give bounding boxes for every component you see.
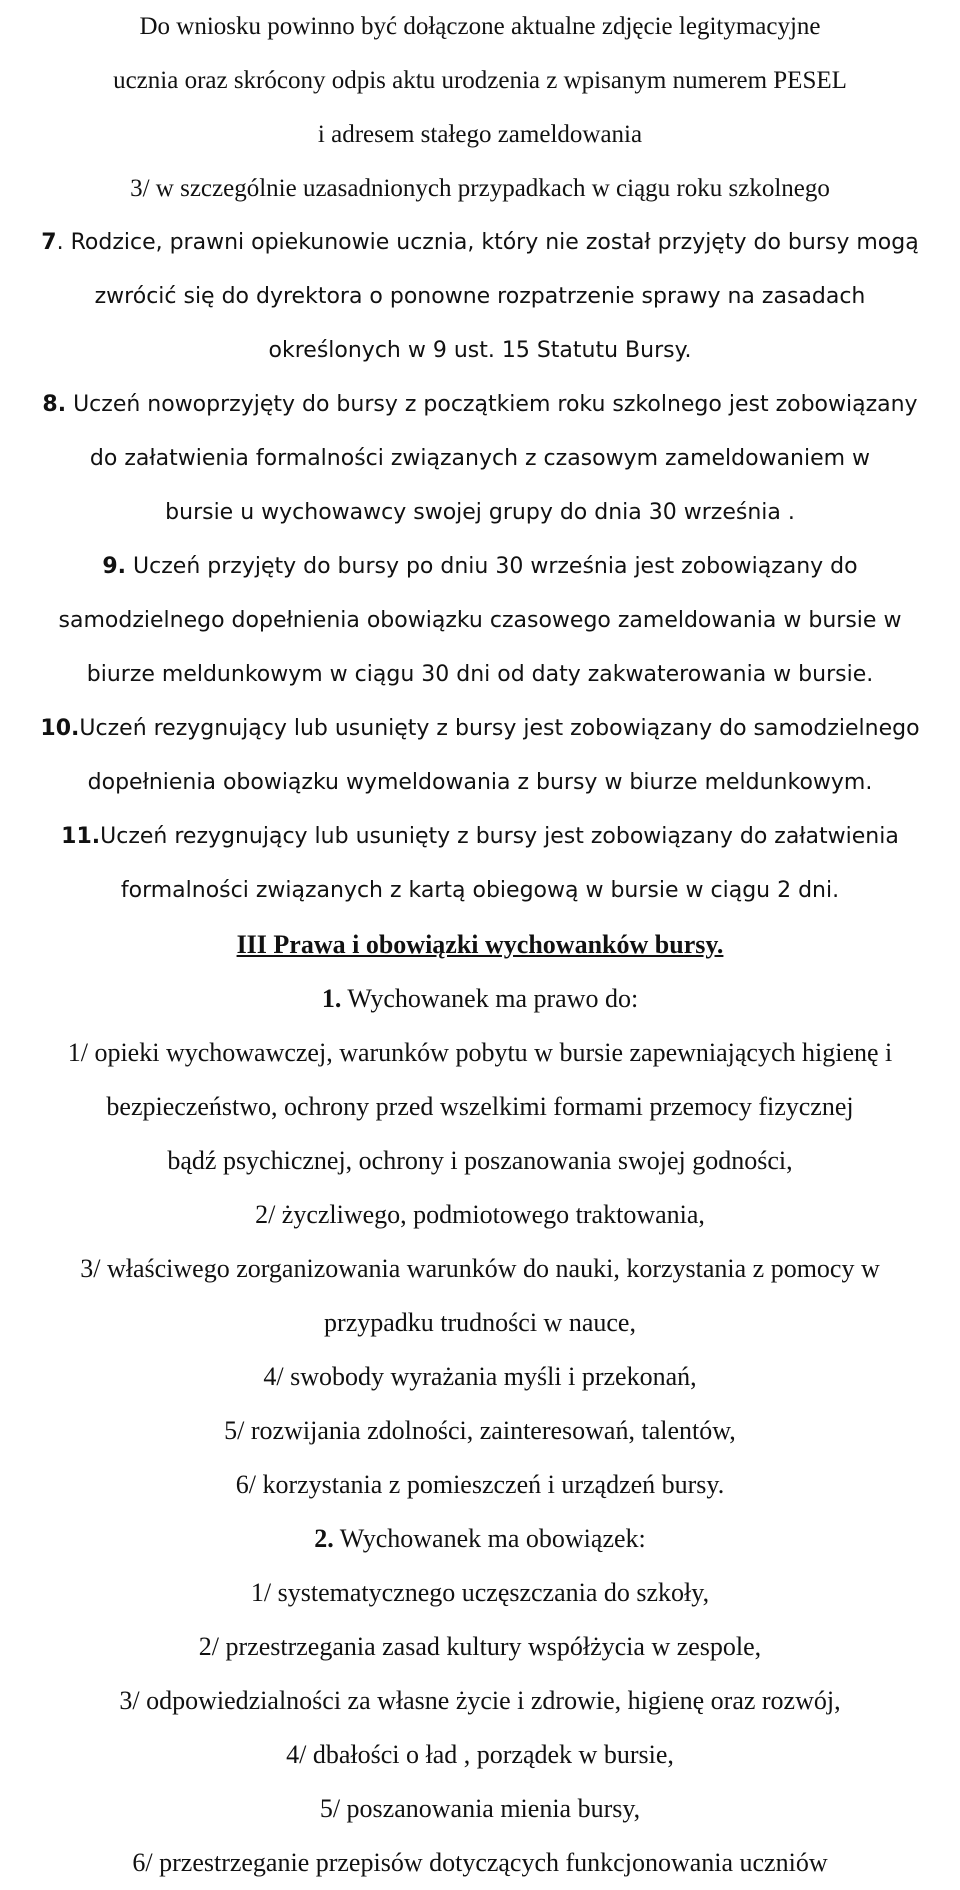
list-item: 6/ przestrzeganie przepisów dotyczących funkcjonowania uczniów [132, 1848, 828, 1877]
list-item: 3/ odpowiedzialności za własne życie i zdrowie, higienę oraz rozwój, [119, 1686, 841, 1715]
duties-intro: 2. Wychowanek ma obowiązek: [314, 1524, 646, 1553]
text-line: i adresem stałego zameldowania [317, 121, 643, 148]
list-item: 2/ przestrzegania zasad kultury współżycia w zespole, [198, 1632, 762, 1661]
paragraph-10-line: 10.Uczeń rezygnujący lub usunięty z bursy jest zobowiązany do samodzielnego [40, 716, 920, 741]
list-item: bezpieczeństwo, ochrony przed wszelkimi formami przemocy fizycznej [106, 1092, 854, 1121]
rights-intro: 1. Wychowanek ma prawo do: [321, 984, 639, 1013]
text-line: Do wniosku powinno być dołączone aktualne zdjęcie legitymacyjne [139, 13, 821, 40]
text-line: samodzielnego dopełnienia obowiązku czasowego zameldowania w bursie w [58, 608, 902, 633]
list-item: bądź psychicznej, ochrony i poszanowania swojej godności, [167, 1146, 793, 1175]
list-item: 6/ korzystania z pomieszczeń i urządzeń bursy. [235, 1470, 725, 1499]
text-line: bursie u wychowawcy swojej grupy do dnia 30 września . [165, 500, 795, 525]
list-item: 1/ opieki wychowawczej, warunków pobytu w bursie zapewniających higienę i [67, 1038, 893, 1067]
item-number: 7 [41, 230, 57, 255]
list-item: przypadku trudności w nauce, [324, 1308, 636, 1337]
item-number: 8. [42, 392, 67, 417]
text-line: określonych w 9 ust. 15 Statutu Bursy. [268, 338, 692, 363]
paragraph-8-line: 8. Uczeń nowoprzyjęty do bursy z początkiem roku szkolnego jest zobowiązany [42, 392, 918, 417]
item-number: 10. [40, 716, 80, 741]
item-number: 1. [321, 984, 342, 1013]
paragraph-9-line: 9. Uczeń przyjęty do bursy po dniu 30 września jest zobowiązany do [102, 554, 858, 579]
paragraph-11-line: 11.Uczeń rezygnujący lub usunięty z bursy jest zobowiązany do załatwienia [61, 824, 899, 849]
text-line: ucznia oraz skrócony odpis aktu urodzenia z wpisanym numerem PESEL [113, 67, 847, 94]
list-item: 2/ życzliwego, podmiotowego traktowania, [255, 1200, 705, 1229]
list-item: 3/ właściwego zorganizowania warunków do nauki, korzystania z pomocy w [80, 1254, 880, 1283]
list-item: 5/ rozwijania zdolności, zainteresowań, talentów, [224, 1416, 736, 1445]
text-line: do załatwienia formalności związanych z czasowym zameldowaniem w [89, 446, 871, 471]
text-line: formalności związanych z kartą obiegową w bursie w ciągu 2 dni. [120, 878, 840, 903]
list-item: 1/ systematycznego uczęszczania do szkoły, [250, 1578, 710, 1607]
section-heading: III Prawa i obowiązki wychowanków bursy. [236, 930, 724, 959]
text-line: dopełnienia obowiązku wymeldowania z bursy w biurze meldunkowym. [87, 770, 873, 795]
text-line: 3/ w szczególnie uzasadnionych przypadkach w ciągu roku szkolnego [130, 175, 830, 202]
list-item: 4/ swobody wyrażania myśli i przekonań, [263, 1362, 697, 1391]
list-item: 5/ poszanowania mienia bursy, [319, 1794, 641, 1823]
paragraph-7-line: 7. Rodzice, prawni opiekunowie ucznia, który nie został przyjęty do bursy mogą [41, 230, 919, 255]
item-number: 11. [61, 824, 101, 849]
text-line: zwrócić się do dyrektora o ponowne rozpatrzenie sprawy na zasadach [94, 284, 866, 309]
item-number: 9. [102, 554, 127, 579]
item-number: 2. [314, 1524, 334, 1553]
text-line: biurze meldunkowym w ciągu 30 dni od daty zakwaterowania w bursie. [86, 662, 874, 687]
list-item: 4/ dbałości o ład , porządek w bursie, [286, 1740, 674, 1769]
